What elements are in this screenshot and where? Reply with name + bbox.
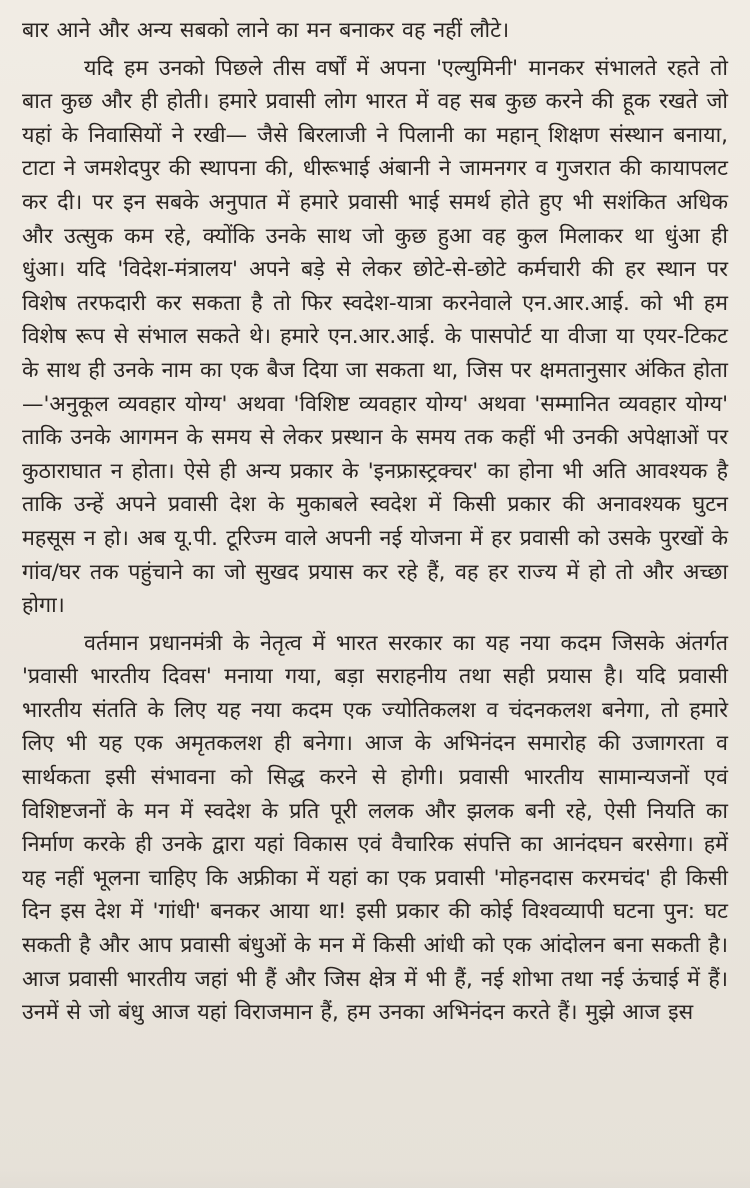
- paragraph-alumni-proposal: यदि हम उनको पिछले तीस वर्षों में अपना 'एल्युमिनी' मानकर संभालते रहते तो बात कुछ और ही होती। हमारे प्रवासी लोग भारत में वह सब कुछ करने की हूक रखते जो यहां के निवासियों ने रखी— जैसे बिरलाजी ने पिलानी का महान् शिक्षण संस्थान बनाया, टाटा ने जमशेदपुर की स्थापना की, धीरूभाई अंबानी ने जामनगर व गुजरात की कायापलट कर दी। पर इन सबके अनुपात में हमारे प्रवासी भाई समर्थ होते हुए भी सशंकित अधिक और उत्सुक कम रहे, क्योंकि उनके साथ जो कुछ हुआ वह कुल मिलाकर था धुंआ ही धुंआ। यदि 'विदेश-मंत्रालय' अपने बड़े से लेकर छोटे-से-छोटे कर्मचारी की हर स्थान पर विशेष तरफदारी कर सकता है तो फिर स्वदेश-यात्रा करनेवाले एन.आर.आई. को भी हम विशेष रूप से संभाल सकते थे। हमारे एन.आर.आई. के पासपोर्ट या वीजा या एयर-टिकट के साथ ही उनके नाम का एक बैज दिया जा सकता था, जिस पर क्षमतानुसार अंकित होता—'अनुकूल व्यवहार योग्य' अथवा 'विशिष्ट व्यवहार योग्य' अथवा 'सम्मानित व्यवहार योग्य' ताकि उनके आगमन के समय से लेकर प्रस्थान के समय तक कहीं भी उनकी अपेक्षाओं पर कुठाराघात न होता। ऐसे ही अन्य प्रकार के 'इनफ्रास्ट्रक्चर' का होना भी अति आवश्यक है ताकि उन्हें अपने प्रवासी देश के मुकाबले स्वदेश में किसी प्रकार की अनावश्यक घुटन महसूस न हो। अब यू.पी. टूरिज्म वाले अपनी नई योजना में हर प्रवासी को उसके पुरखों के गांव/घर तक पहुंचाने का जो सुखद प्रयास कर रहे हैं, वह हर राज्य में हो तो और अच्छा होगा।: [22, 55, 728, 619]
- body-text: [22, 14, 728, 1030]
- paragraph-continuation: बार आने और अन्य सबको लाने का मन बनाकर वह नहीं लौटे।: [22, 18, 510, 43]
- paragraph-pravasi-bharatiya-divas: वर्तमान प्रधानमंत्री के नेतृत्व में भारत सरकार का यह नया कदम जिसके अंतर्गत 'प्रवासी भारतीय दिवस' मनाया गया, बड़ा सराहनीय तथा सही प्रयास है। यदि प्रवासी भारतीय संतति के लिए यह नया कदम एक ज्योतिकलश व चंदनकलश बनेगा, तो हमारे लिए भी यह एक अमृतकलश ही बनेगा। आज के अभिनंदन समारोह की उजागरता व सार्थकता इसी संभावना को सिद्ध करने से होगी। प्रवासी भारतीय सामान्यजनों एवं विशिष्टजनों के मन में स्वदेश के प्रति पूरी ललक और झलक बनी रहे, ऐसी नियति का निर्माण करके ही उनके द्वारा यहां विकास एवं वैचारिक संपत्ति का आनंदघन बरसेगा। हमें यह नहीं भूलना चाहिए कि अफ्रीका में यहां का एक प्रवासी 'मोहनदास करमचंद' ही किसी दिन इस देश में 'गांधी' बनकर आया था! इसी प्रकार की कोई विश्वव्यापी घटना पुन: घट सकती है और आप प्रवासी बंधुओं के मन में किसी आंधी को एक आंदोलन बना सकती है। आज प्रवासी भारतीय जहां भी हैं और जिस क्षेत्र में भी हैं, नई शोभा तथा नई ऊंचाई में हैं। उनमें से जो बंधु आज यहां विराजमान हैं, हम उनका अभिनंदन करते हैं। मुझे आज इस: [22, 630, 728, 1026]
- page-bottom-shadow: [0, 1168, 750, 1188]
